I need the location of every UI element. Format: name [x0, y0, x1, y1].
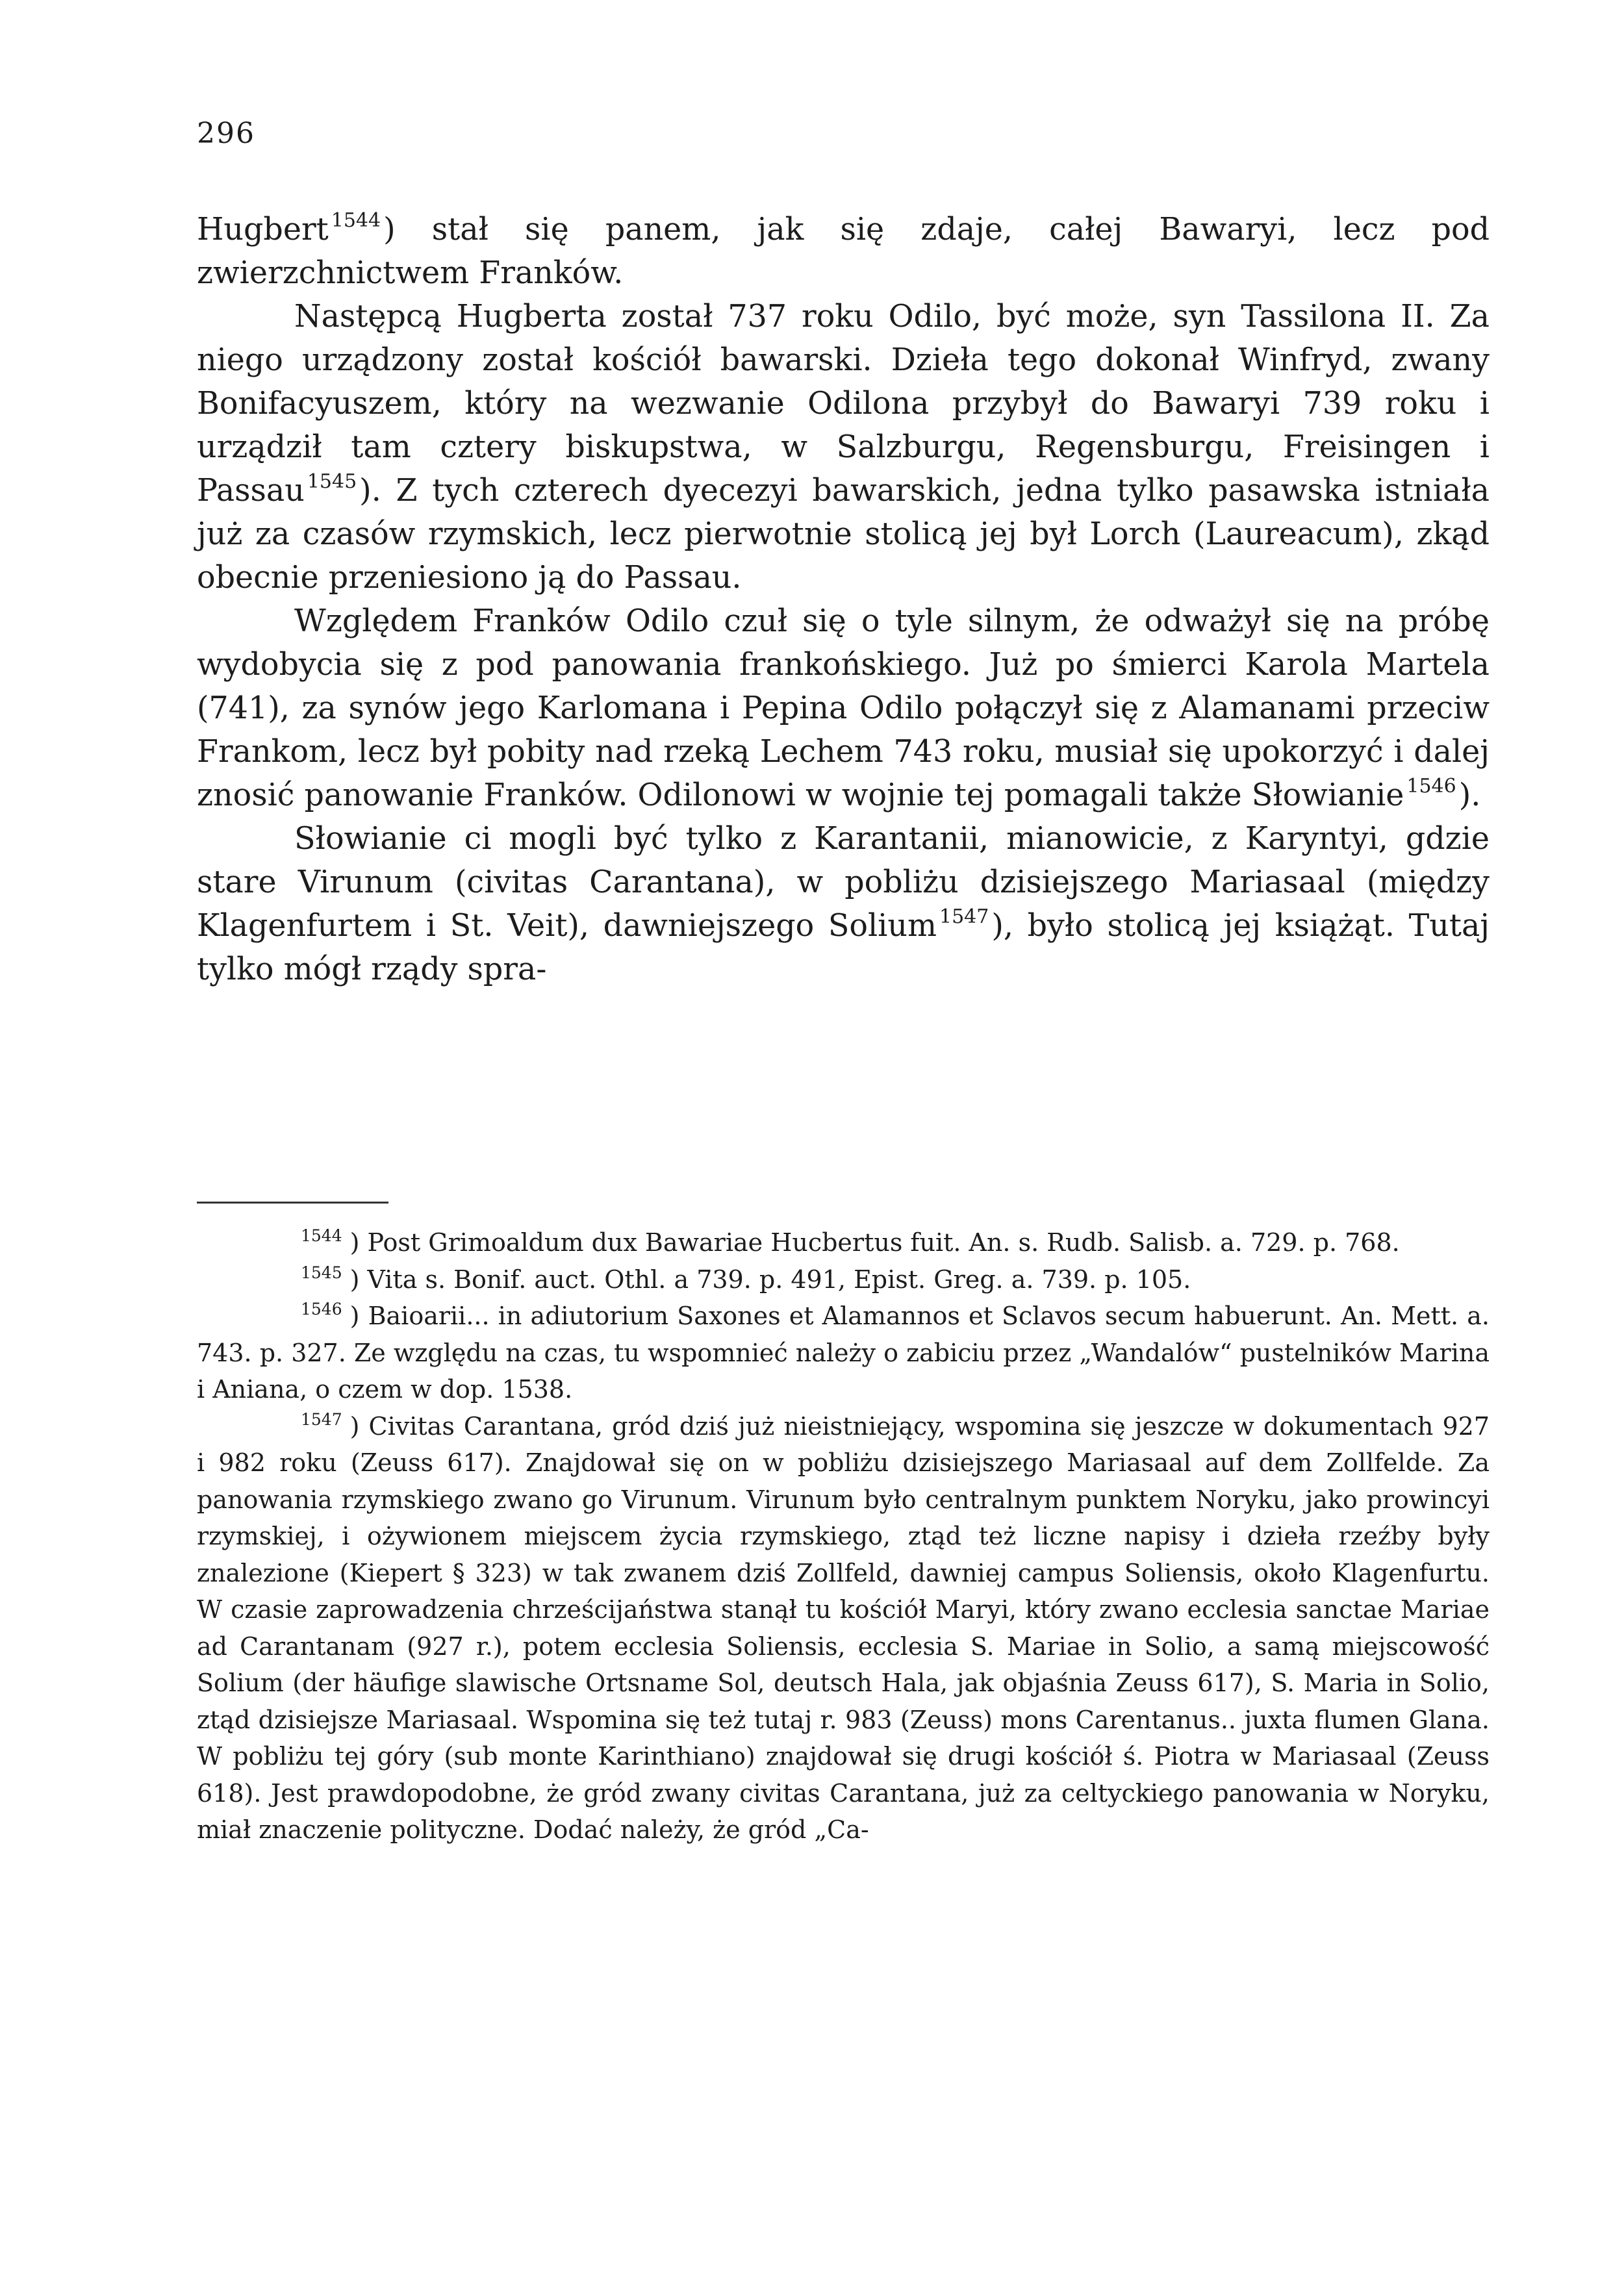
paragraph: [197, 295, 1490, 599]
footnote-separator: [197, 1202, 388, 1204]
footnote: [197, 1408, 1490, 1848]
footnote-ref: 1544: [331, 209, 381, 232]
footnote: [197, 1224, 1490, 1261]
paragraph-text: ) stał się panem, jak się zdaje, całej Bawaryi, lecz pod zwierzchnictwem Franków.: [197, 212, 1490, 291]
paragraph-text: Hugbert: [197, 212, 329, 247]
footnote-number: 1544: [301, 1226, 342, 1245]
footnotes: [197, 1224, 1490, 1848]
footnote: [197, 1261, 1490, 1298]
main-text: [197, 208, 1490, 991]
paragraph: [197, 599, 1490, 817]
paragraph-text: ). Z tych czterech dyecezyi bawarskich, jedna tylko pasawska istniała już za czasów rzymskich, lecz pierwotnie stolicą jej był Lorch (Laureacum), zkąd obecnie przeniesiono ją do Passau.: [197, 473, 1490, 596]
footnote-ref: 1546: [1406, 775, 1456, 798]
footnote-text: ) Post Grimoaldum dux Bawariae Hucbertus fuit. An. s. Rudb. Salisb. a. 729. p. 768.: [349, 1228, 1400, 1257]
paragraph: [197, 817, 1490, 991]
footnote-text: ) Vita s. Bonif. auct. Othl. a 739. p. 491, Epist. Greg. a. 739. p. 105.: [349, 1265, 1191, 1294]
footnote-number: 1545: [301, 1263, 342, 1282]
paragraph-text: Słowianie ci mogli być tylko z Karantanii, mianowicie, z Karyntyi, gdzie stare Virunum (civitas Carantana), w pobliżu dzisiejszego Mariasaal (między Klagenfurtem i St. Veit), dawniejszego Solium: [197, 821, 1490, 944]
paragraph-text: Następcą Hugberta został 737 roku Odilo, być może, syn Tassilona II. Za niego urządzony został kościół bawarski. Dzieła tego dokonał Winfryd, zwany Bonifacyuszem, który na wezwanie Odilona przybył do Bawaryi 739 roku i urządził tam cztery biskupstwa, w Salzburgu, Regensburgu, Freisingen i Passau: [197, 299, 1490, 509]
page-number: 296: [197, 117, 255, 150]
footnote-text: ) Baioarii... in adiutorium Saxones et Alamannos et Sclavos secum habuerunt. An. Mett. a. 743. p. 327. Ze względu na czas, tu wspomnieć należy o zabiciu przez „Wandalów“ pustelników Marina i Aniana, o czem w dop. 1538.: [197, 1302, 1490, 1404]
paragraph-text: ).: [1458, 777, 1481, 813]
footnote-text: ) Civitas Carantana, gród dziś już nieistniejący, wspomina się jeszcze w dokumentach 927 i 982 roku (Zeuss 617). Znajdował się on w pobliżu dzisiejszego Mariasaal auf dem Zollfelde. Za panowania rzymskiego zwano go Virunum. Virunum było centralnym punktem Noryku, jako prowincyi rzymskiej, i ożywionem miejscem życia rzymskiego, ztąd też liczne napisy i dzieła rzeźby były znalezione (Kiepert § 323) w tak zwanem dziś Zollfeld, dawniej campus Soliensis, około Klagenfurtu. W czasie zaprowadzenia chrześcijaństwa stanął tu kościół Maryi, który zwano ecclesia sanctae Mariae ad Carantanam (927 r.), potem ecclesia Soliensis, ecclesia S. Mariae in Solio, a samą miejscowość Solium (der häufige slawische Ortsname Sol, deutsch Hala, jak objaśnia Zeuss 617), S. Maria in Solio, ztąd dzisiejsze Mariasaal. Wspomina się też tutaj r. 983 (Zeuss) mons Carentanus.. juxta flumen Glana. W pobliżu tej góry (sub monte Karinthiano) znajdował się drugi kościół ś. Piotra w Mariasaal (Zeuss 618). Jest prawdopodobne, że gród zwany civitas Carantana, już za celtyckiego panowania w Noryku, miał znaczenie polityczne. Dodać należy, że gród „Ca-: [197, 1411, 1490, 1844]
footnote: [197, 1298, 1490, 1408]
footnote-number: 1547: [301, 1409, 342, 1429]
paragraph-text: Względem Franków Odilo czuł się o tyle silnym, że odważył się na próbę wydobycia się z pod panowania frankońskiego. Już po śmierci Karola Martela (741), za synów jego Karlomana i Pepina Odilo połączył się z Alamanami przeciw Frankom, lecz był pobity nad rzeką Lechem 743 roku, musiał się upokorzyć i dalej znosić panowanie Franków. Odilonowi w wojnie tej pomagali także Słowianie: [197, 603, 1490, 813]
footnote-number: 1546: [301, 1300, 342, 1318]
footnote-ref: 1545: [307, 470, 357, 493]
paragraph-text: ), było stolicą jej książąt. Tutaj tylko mógł rządy spra-: [197, 908, 1490, 987]
paragraph: [197, 208, 1490, 295]
footnote-ref: 1547: [939, 905, 989, 928]
